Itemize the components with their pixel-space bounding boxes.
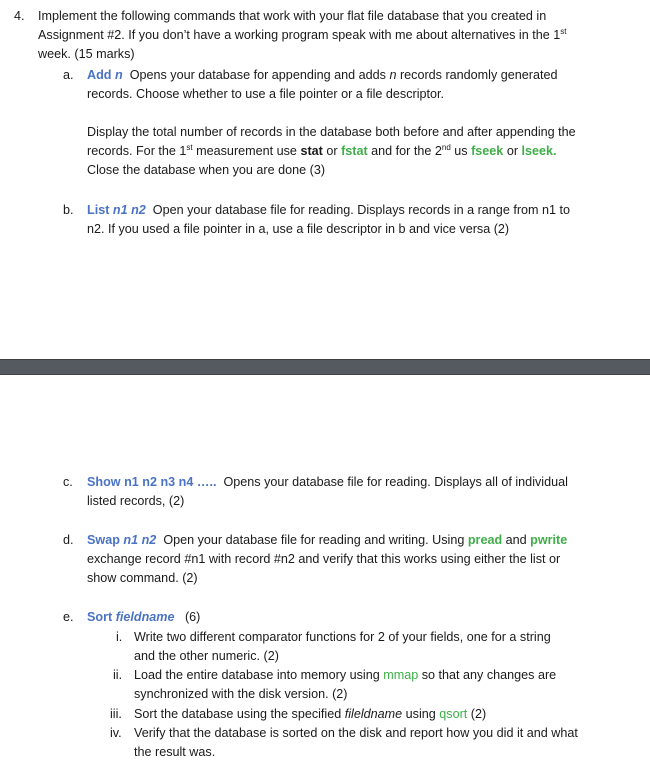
func-lseek: lseek.	[521, 144, 557, 158]
item-a-para2-line3: Close the database when you are done (3)	[87, 163, 326, 177]
item-c-label: c.	[63, 475, 73, 489]
item-d-label: d.	[63, 533, 74, 547]
command-list: List	[87, 203, 110, 217]
page-divider	[0, 359, 650, 375]
command-sort: Sort	[87, 610, 113, 624]
item-d-line2: exchange record #n1 with record #n2 and verify that this works using either the list or	[87, 552, 561, 566]
item-d-line1: Swap n1 n2 Open your database file for reading and writing. Using pread and pwrite	[87, 533, 568, 547]
item-b-label: b.	[63, 203, 74, 217]
command-add-arg: n	[114, 68, 123, 82]
func-fstat: fstat	[341, 144, 368, 158]
command-swap: Swap	[87, 533, 120, 547]
subitem-i-line1: Write two different comparator functions for 2 of your fields, one for a string	[134, 630, 551, 644]
item-c-line2: listed records, (2)	[87, 494, 185, 508]
item-a-para2-line1: Display the total number of records in the database both before and after appending the	[87, 125, 576, 139]
subitem-iv-line2: the result was.	[134, 745, 216, 759]
item-e-label: e.	[63, 610, 74, 624]
subitem-iii-num: iii.	[110, 707, 122, 721]
item-c-line1: Show n1 n2 n3 n4 ….. Opens your database file for reading. Displays all of individual	[87, 475, 568, 489]
func-pread: pread	[467, 533, 503, 547]
subitem-ii-line2: synchronized with the disk version. (2)	[134, 687, 348, 701]
subitem-iv-line1: Verify that the database is sorted on the disk and report how you did it and what	[134, 726, 578, 740]
func-pwrite: pwrite	[530, 533, 568, 547]
item-a-line2: records. Choose whether to use a file pointer or a file descriptor.	[87, 87, 445, 101]
command-list-args: n1 n2	[112, 203, 146, 217]
question-number: 4.	[14, 9, 25, 23]
item-e-line1: Sort fieldname (6)	[87, 610, 201, 624]
item-a-para2-line2: records. For the 1st measurement use stat or fstat and for the 2nd us fseek or lseek.	[87, 143, 557, 158]
subitem-ii-line1: Load the entire database into memory using mmap so that any changes are	[134, 668, 557, 682]
subitem-ii-num: ii.	[113, 668, 123, 682]
question-text-line3: week. (15 marks)	[38, 47, 135, 61]
subitem-i-line2: and the other numeric. (2)	[134, 649, 279, 663]
subitem-iv-num: iv.	[110, 726, 122, 740]
func-stat: stat	[300, 144, 323, 158]
func-mmap: mmap	[383, 668, 419, 682]
item-b-line2: n2. If you used a file pointer in a, use a file descriptor in b and vice versa (2)	[87, 222, 510, 236]
func-fseek: fseek	[471, 144, 504, 158]
command-show: Show n1 n2 n3 n4 …..	[87, 475, 217, 489]
command-swap-args: n1 n2	[123, 533, 157, 547]
subitem-iii-line1: Sort the database using the specified fileldname using qsort (2)	[134, 707, 487, 721]
item-a-line1: Add n Opens your database for appending and adds n records randomly generated	[87, 68, 558, 82]
item-b-line1: List n1 n2 Open your database file for reading. Displays records in a range from n1 to	[87, 203, 571, 217]
item-d-line3: show command. (2)	[87, 571, 198, 585]
question-text-line1: Implement the following commands that work with your flat file database that you created in	[38, 9, 547, 23]
item-a-label: a.	[63, 68, 74, 82]
question-text-line2: Assignment #2. If you don’t have a working program speak with me about alternatives in the 1st	[38, 27, 567, 42]
subitem-i-num: i.	[116, 630, 123, 644]
command-add: Add	[87, 68, 112, 82]
func-qsort: qsort	[439, 707, 468, 721]
fileldname-term: fileldname	[344, 707, 403, 721]
command-sort-arg: fieldname	[115, 610, 175, 624]
